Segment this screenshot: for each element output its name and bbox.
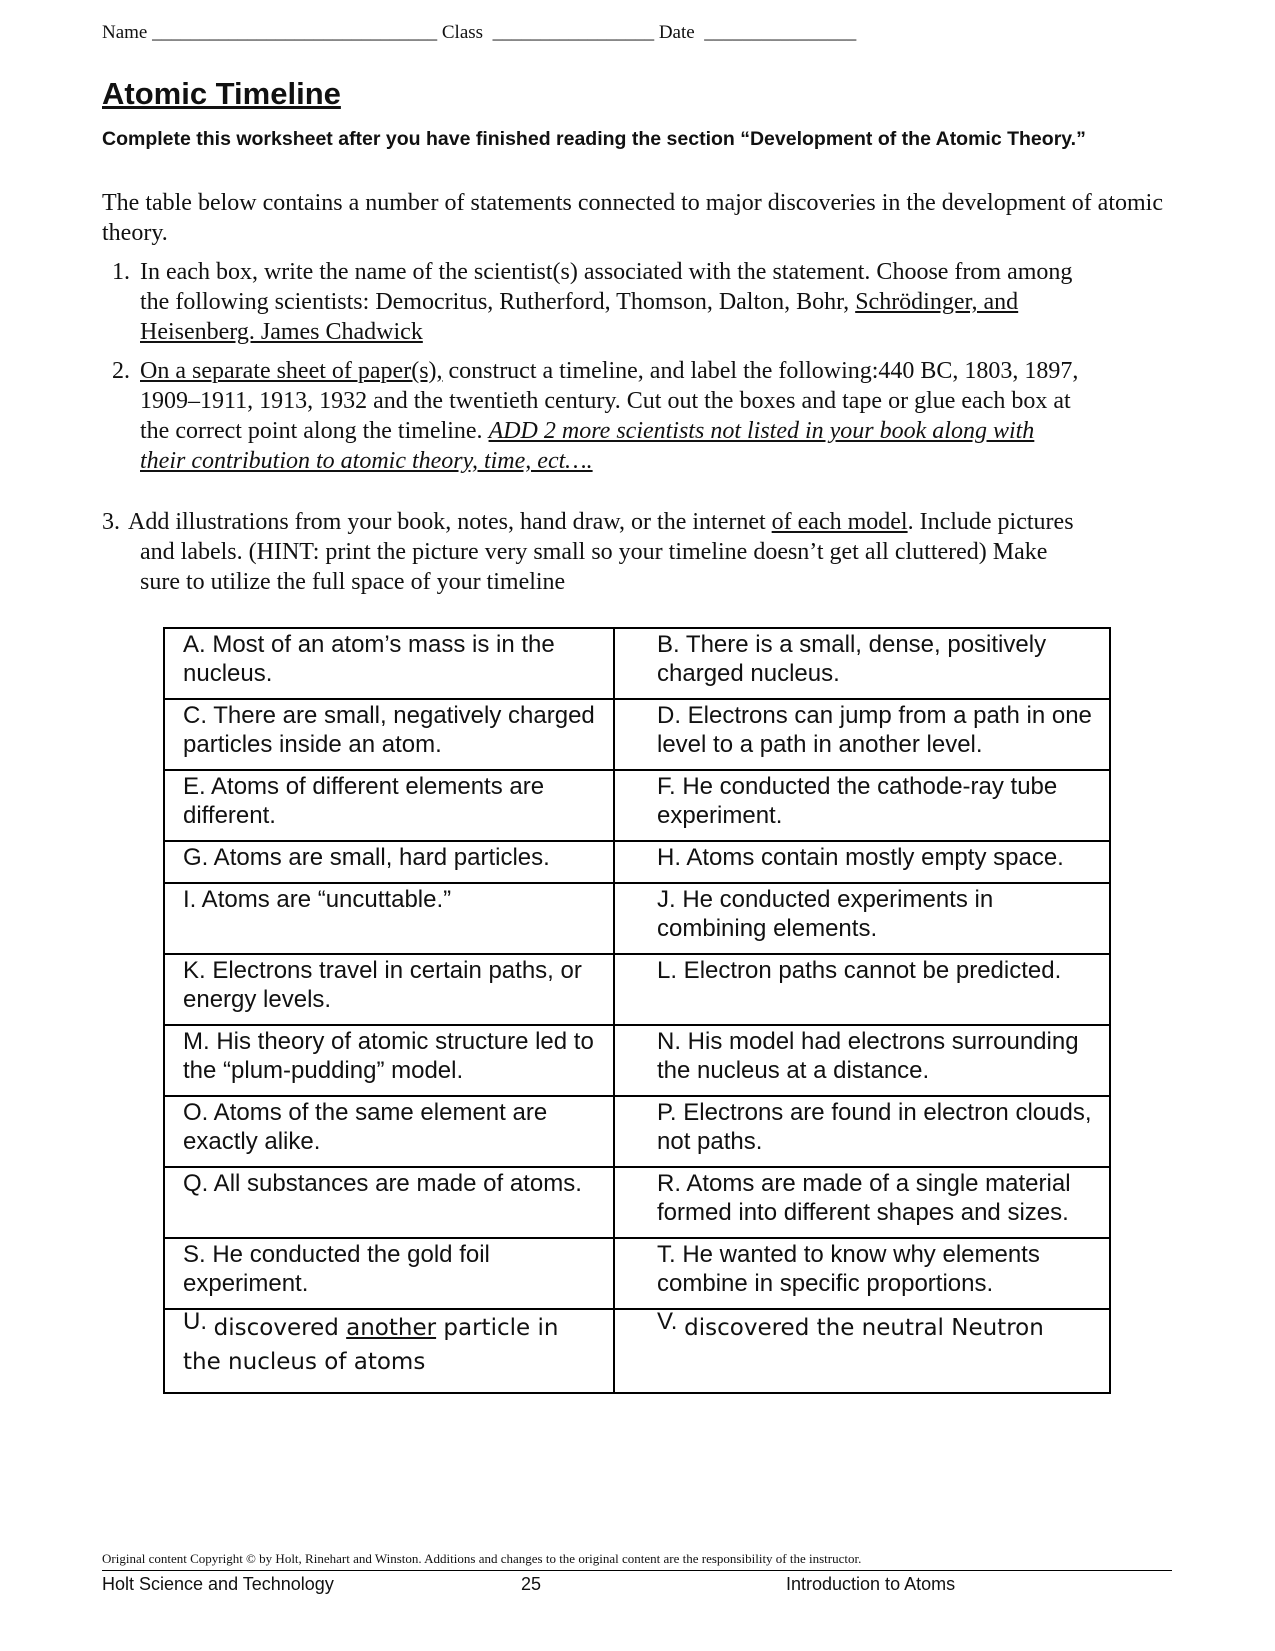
class-label: Class <box>441 22 484 43</box>
instruction-text: the following scientists: Democritus, Rutherford, Thomson, Dalton, Bohr, <box>140 289 856 315</box>
statement-cell-d[interactable]: D. Electrons can jump from a path in one level to a path in another level. <box>614 699 1110 770</box>
statement-cell-u[interactable] <box>164 1309 614 1393</box>
statement-cell-e[interactable]: E. Atoms of different elements are different. <box>164 770 614 841</box>
emphasis-text: ADD 2 more scientists not listed in your book along with <box>488 418 1035 444</box>
instruction-number: 2. <box>112 358 130 384</box>
handwritten-text: discovered the neutral Neutron <box>684 1315 1044 1341</box>
statement-cell-l[interactable]: L. Electron paths cannot be predicted. <box>614 954 1110 1025</box>
statements-table <box>163 627 1111 1394</box>
instruction-text: Add illustrations from your book, notes, hand draw, or the internet <box>128 509 772 535</box>
instruction-number: 3. <box>102 509 120 535</box>
name-field[interactable]: ______________________________ <box>152 22 438 43</box>
statement-cell-s[interactable]: S. He conducted the gold foil experiment. <box>164 1238 614 1309</box>
statement-cell-h[interactable]: H. Atoms contain mostly empty space. <box>614 841 1110 883</box>
statement-cell-a[interactable]: A. Most of an atom’s mass is in the nucleus. <box>164 628 614 699</box>
underlined-text: of each model <box>771 509 908 535</box>
statement-cell-t[interactable]: T. He wanted to know why elements combine in specific proportions. <box>614 1238 1110 1309</box>
footer-divider <box>102 1570 1172 1571</box>
statement-cell-r[interactable]: R. Atoms are made of a single material formed into different shapes and sizes. <box>614 1167 1110 1238</box>
instruction-text: and labels. (HINT: print the picture very small so your timeline doesn’t get all cluttered) Make <box>140 539 1048 565</box>
statement-cell-p[interactable]: P. Electrons are found in electron clouds, not paths. <box>614 1096 1110 1167</box>
handwritten-text: the nucleus of atoms <box>183 1349 426 1375</box>
instruction-text: 1909–1911, 1913, 1932 and the twentieth century. Cut out the boxes and tape or glue each box at <box>140 388 1071 414</box>
underlined-text: Heisenberg. James Chadwick <box>140 319 423 345</box>
handwritten-text: discovered <box>213 1315 347 1341</box>
handwritten-underlined-text: another <box>346 1315 437 1341</box>
emphasis-text: their contribution to atomic theory, time, ect…. <box>140 448 593 474</box>
statement-cell-q[interactable]: Q. All substances are made of atoms. <box>164 1167 614 1238</box>
instruction-text: sure to utilize the full space of your timeline <box>140 569 566 595</box>
handwritten-text: particle in <box>436 1315 559 1341</box>
name-label: Name <box>102 22 148 43</box>
statement-letter: V. <box>657 1308 678 1335</box>
statement-cell-k[interactable]: K. Electrons travel in certain paths, or energy levels. <box>164 954 614 1025</box>
instruction-text: . Include pictures <box>907 509 1074 535</box>
statement-cell-o[interactable]: O. Atoms of the same element are exactly alike. <box>164 1096 614 1167</box>
intro-paragraph: The table below contains a number of statements connected to major discoveries in the development of atomic theory. <box>102 190 1163 246</box>
instruction-text: construct a timeline, and label the following:440 BC, 1803, 1897, <box>442 358 1079 384</box>
date-label: Date <box>658 22 695 43</box>
instruction-number: 1. <box>112 259 130 285</box>
statement-letter: U. <box>183 1308 207 1335</box>
copyright-notice: Original content Copyright © by Holt, Rinehart and Winston. Additions and changes to the original content are the responsibility of the instructor. <box>102 1551 862 1566</box>
statement-cell-n[interactable]: N. His model had electrons surrounding the nucleus at a distance. <box>614 1025 1110 1096</box>
class-field[interactable]: _________________ <box>492 22 655 43</box>
underlined-text: Schrödinger, and <box>855 289 1019 315</box>
statement-cell-g[interactable]: G. Atoms are small, hard particles. <box>164 841 614 883</box>
page-number: 25 <box>521 1574 542 1594</box>
subtitle: Complete this worksheet after you have finished reading the section “Development of the Atomic Theory.” <box>102 128 1086 150</box>
underlined-text: On a separate sheet of paper(s), <box>140 358 443 384</box>
statement-cell-v[interactable] <box>614 1309 1110 1393</box>
page-title: Atomic Timeline <box>102 76 341 111</box>
statement-cell-f[interactable]: F. He conducted the cathode-ray tube experiment. <box>614 770 1110 841</box>
statement-cell-i[interactable]: I. Atoms are “uncuttable.” <box>164 883 614 954</box>
statement-cell-m[interactable]: M. His theory of atomic structure led to the “plum-pudding” model. <box>164 1025 614 1096</box>
instruction-text: In each box, write the name of the scientist(s) associated with the statement. Choose from among <box>140 259 1073 285</box>
date-field[interactable]: ________________ <box>704 22 857 43</box>
statement-cell-c[interactable]: C. There are small, negatively charged particles inside an atom. <box>164 699 614 770</box>
footer-book-title: Holt Science and Technology <box>102 1574 334 1594</box>
instruction-text: the correct point along the timeline. <box>140 418 489 444</box>
student-info-line <box>102 22 856 44</box>
statement-cell-b[interactable]: B. There is a small, dense, positively charged nucleus. <box>614 628 1110 699</box>
statement-cell-j[interactable]: J. He conducted experiments in combining elements. <box>614 883 1110 954</box>
footer-chapter-title: Introduction to Atoms <box>786 1574 956 1594</box>
